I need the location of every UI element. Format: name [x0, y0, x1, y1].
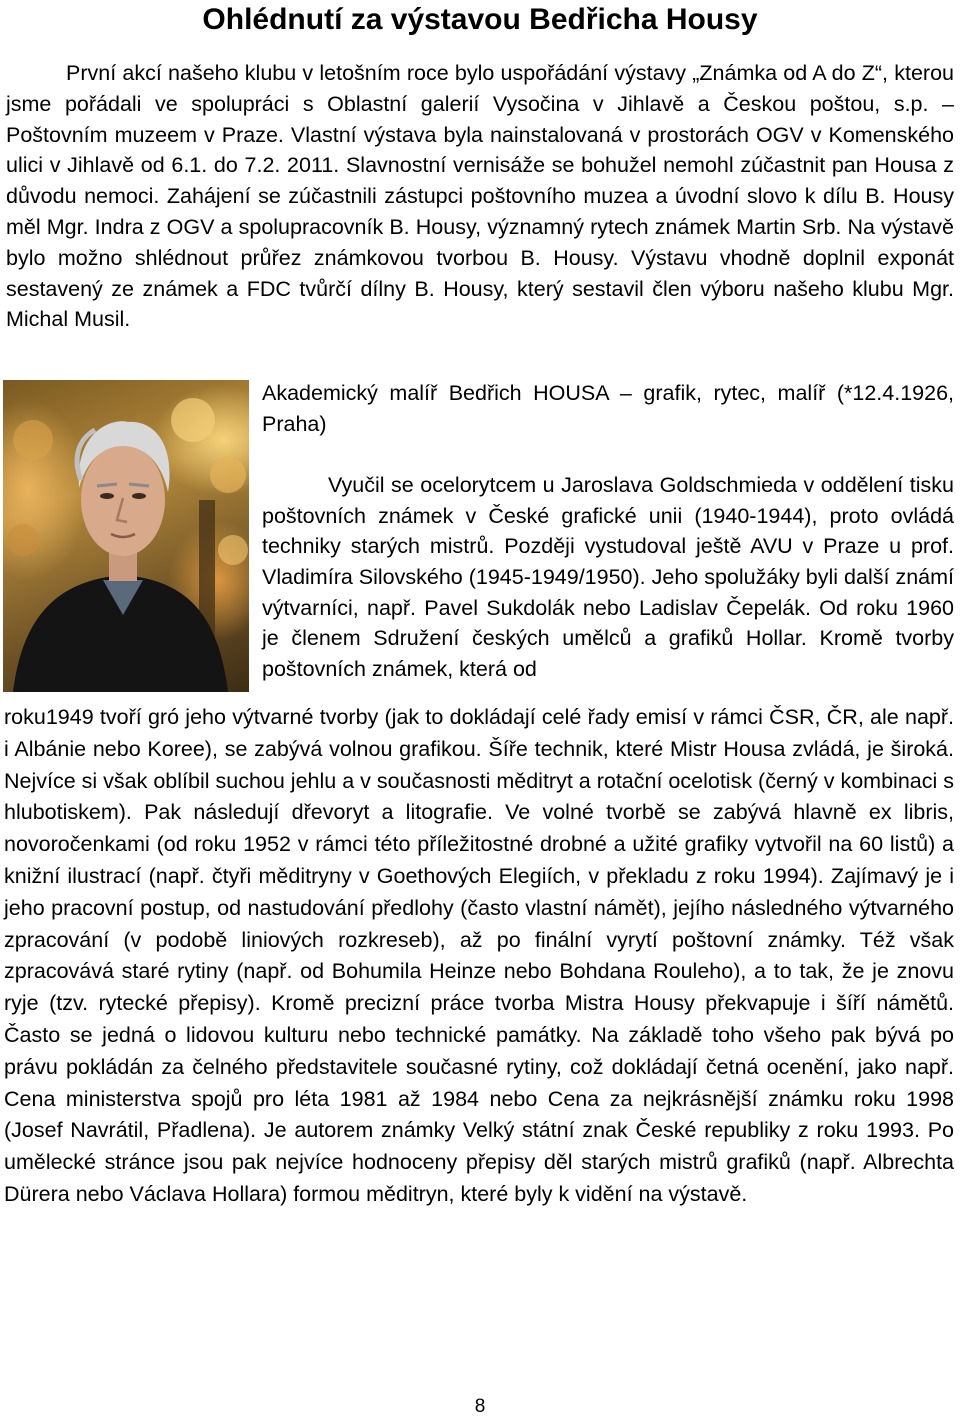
portrait-photo: [3, 380, 249, 692]
biography-body-text: roku1949 tvoří gró jeho výtvarné tvorby (jak to dokládají celé řady emisí v rámci ČSR, ČR, ale např. i Albánie nebo Koree), se zabývá volnou grafikou. Šíře technik, které Mistr Housa zvládá, je široká. Nejvíce si však oblíbil suchou jehlu a v současnosti měditryt a rotační ocelotisk (černý v kombinaci s hlubotiskem). Pak následují dřevoryt a litografie. Ve volné tvorbě se zabývá hlavně ex libris, novoročenkami (od roku 1952 v rámci této příležitostné drobné a užité grafiky vytvořil na 60 listů) a knižní ilustrací (např. čtyři měditryny v Goethových Elegiích, v překladu z roku 1994). Zajímavý je i jeho pracovní postup, od nastudování předlohy (často vlastní námět), jejího následného výtvarného zpracování (v podobě liniových rozkreseb), až po finální vyrytí poštovní známky. Též však zpracovává staré rytiny (např. od Bohumila Heinze nebo Bohdana Rouleho), a to tak, že je znovu ryje (tzv. rytecké přepisy). Kromě precizní práce tvorba Mistra Housy překvapuje i šíří námětů. Často se jedná o lidovou kulturu nebo technické památky. Na základě toho všeho pak bývá po právu pokládán za čelného představitele současné rytiny, což dokládají četná ocenění, jako např. Cena ministerstva spojů pro léta 1981 až 1984 nebo Cena za nejkrásnější známku roku 1998 (Josef Navrátil, Přadlena). Je autorem známky Velký státní znak České republiky z roku 1993. Po umělecké stránce jsou pak nejvíce hodnoceny přepisy děl starých mistrů grafiků (např. Albrechta Dürera nebo Václava Hollara) formou měditryn, které byly k vidění na výstavě.: [4, 705, 954, 1206]
intro-paragraph: [6, 58, 954, 335]
intro-text: První akcí našeho klubu v letošním roce bylo uspořádání výstavy „Známka od A do Z“, kterou jsme pořádali ve spolupráci s Oblastní galerií Vysočina v Jihlavě a Českou poštou, s.p. – Poštovním muzeem v Praze. Vlastní výstava byla nainstalovaná v prostorách OGV v Komenského ulici v Jihlavě od 6.1. do 7.2. 2011. Slavnostní vernisáže se bohužel nemohl zúčastnit pan Housa z důvodu nemoci. Zahájení se zúčastnili zástupci poštovního muzea a úvodní slovo k dílu B. Housy měl Mgr. Indra z OGV a spolupracovník B. Housy, významný rytech známek Martin Srb. Na výstavě bylo možno shlédnout průřez známkovou tvorbou B. Housy. Výstavu vhodně doplnil exponát sestavený ze známek a FDC tvůrčí dílny B. Housy, který sestavil člen výboru našeho klubu Mgr. Michal Musil.: [6, 61, 954, 332]
biography-side-text: Vyučil se ocelorytcem u Jaroslava Goldschmieda v oddělení tisku poštovních známek v České grafické unii (1940-1944), proto ovládá techniky starých mistrů. Později vystudoval ještě AVU v Praze u prof. Vladimíra Silovského (1945-1949/1950). Jeho spolužáky byli další známí výtvarníci, např. Pavel Sukdolák nebo Ladislav Čepelák. Od roku 1960 je členem Sdružení českých umělců a grafiků Hollar. Kromě tvorby poštovních známek, která od: [262, 473, 954, 681]
article-title: Ohlédnutí za výstavou Bedřicha Housy: [202, 3, 758, 36]
biography-heading: Akademický malíř Bedřich HOUSA – grafik, rytec, malíř (*12.4.1926, Praha): [262, 381, 954, 436]
biography-side-column: [262, 378, 954, 684]
portrait-illustration: [3, 380, 249, 692]
page-number: 8: [474, 1396, 486, 1417]
